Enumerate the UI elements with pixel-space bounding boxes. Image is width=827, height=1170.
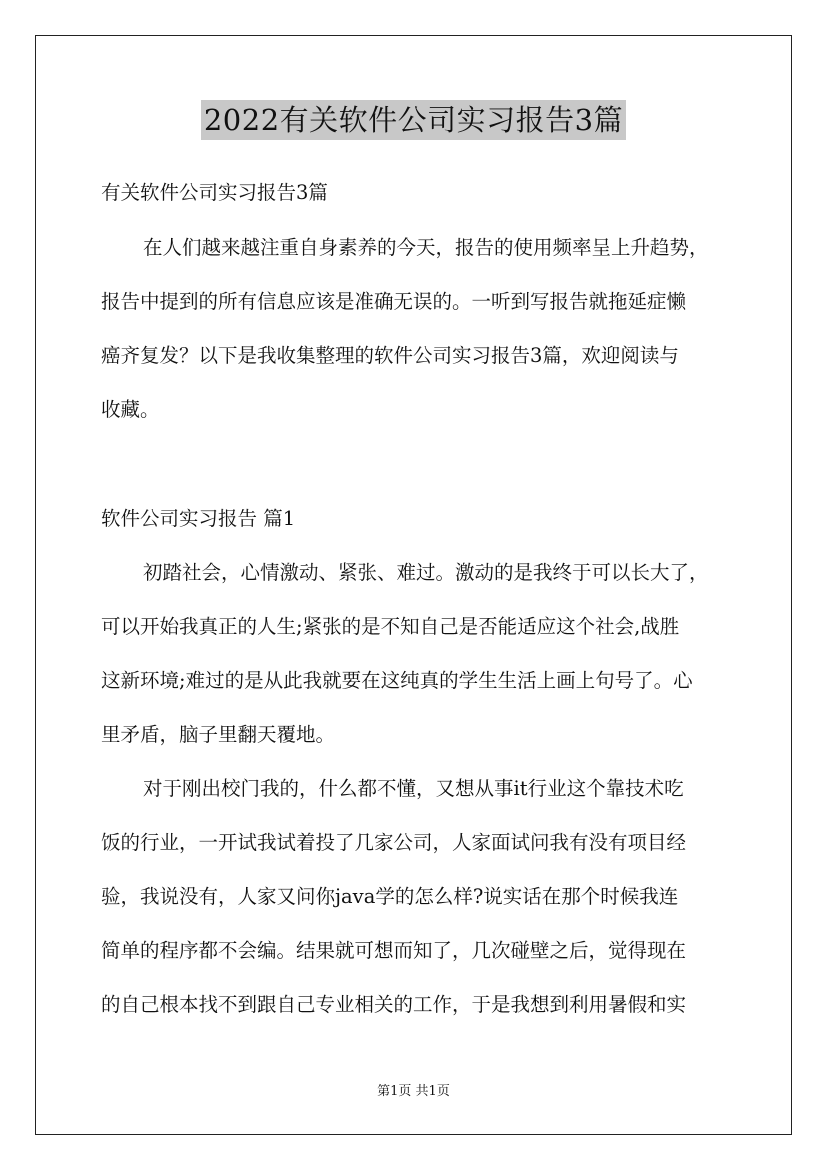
paragraph-line: 验，我说没有，人家又问你java学的怎么样?说实话在那个时候我连 bbox=[101, 885, 679, 908]
title-container bbox=[0, 100, 827, 140]
paragraph-line: 简单的程序都不会编。结果就可想而知了，几次碰壁之后，觉得现在 bbox=[101, 939, 687, 962]
section-heading: 软件公司实习报告 篇1 bbox=[101, 507, 296, 530]
intro-line: 癌齐复发？以下是我收集整理的软件公司实习报告3篇，欢迎阅读与 bbox=[101, 344, 679, 367]
document-subtitle: 有关软件公司实习报告3篇 bbox=[101, 181, 328, 204]
document-title: 2022有关软件公司实习报告3篇 bbox=[201, 100, 626, 140]
paragraph-line: 这新环境;难过的是从此我就要在这纯真的学生生活上画上句号了。心 bbox=[101, 669, 693, 692]
paragraph-line: 对于刚出校门我的，什么都不懂，又想从事it行业这个靠技术吃 bbox=[143, 777, 684, 800]
intro-line: 在人们越来越注重自身素养的今天，报告的使用频率呈上升趋势， bbox=[143, 236, 709, 259]
paragraph-line: 可以开始我真正的人生;紧张的是不知自己是否能适应这个社会,战胜 bbox=[101, 615, 680, 638]
intro-line: 收藏。 bbox=[101, 398, 160, 421]
paragraph-line: 初踏社会，心情激动、紧张、难过。激动的是我终于可以长大了， bbox=[143, 561, 709, 584]
paragraph-line: 的自己根本找不到跟自己专业相关的工作，于是我想到利用暑假和实 bbox=[101, 993, 687, 1016]
intro-line: 报告中提到的所有信息应该是准确无误的。一听到写报告就拖延症懒 bbox=[101, 290, 687, 313]
paragraph-line: 饭的行业，一开试我试着投了几家公司，人家面试问我有没有项目经 bbox=[101, 831, 687, 854]
page-number-footer: 第1页 共1页 bbox=[377, 1084, 450, 1099]
paragraph-line: 里矛盾，脑子里翻天覆地。 bbox=[101, 723, 336, 746]
